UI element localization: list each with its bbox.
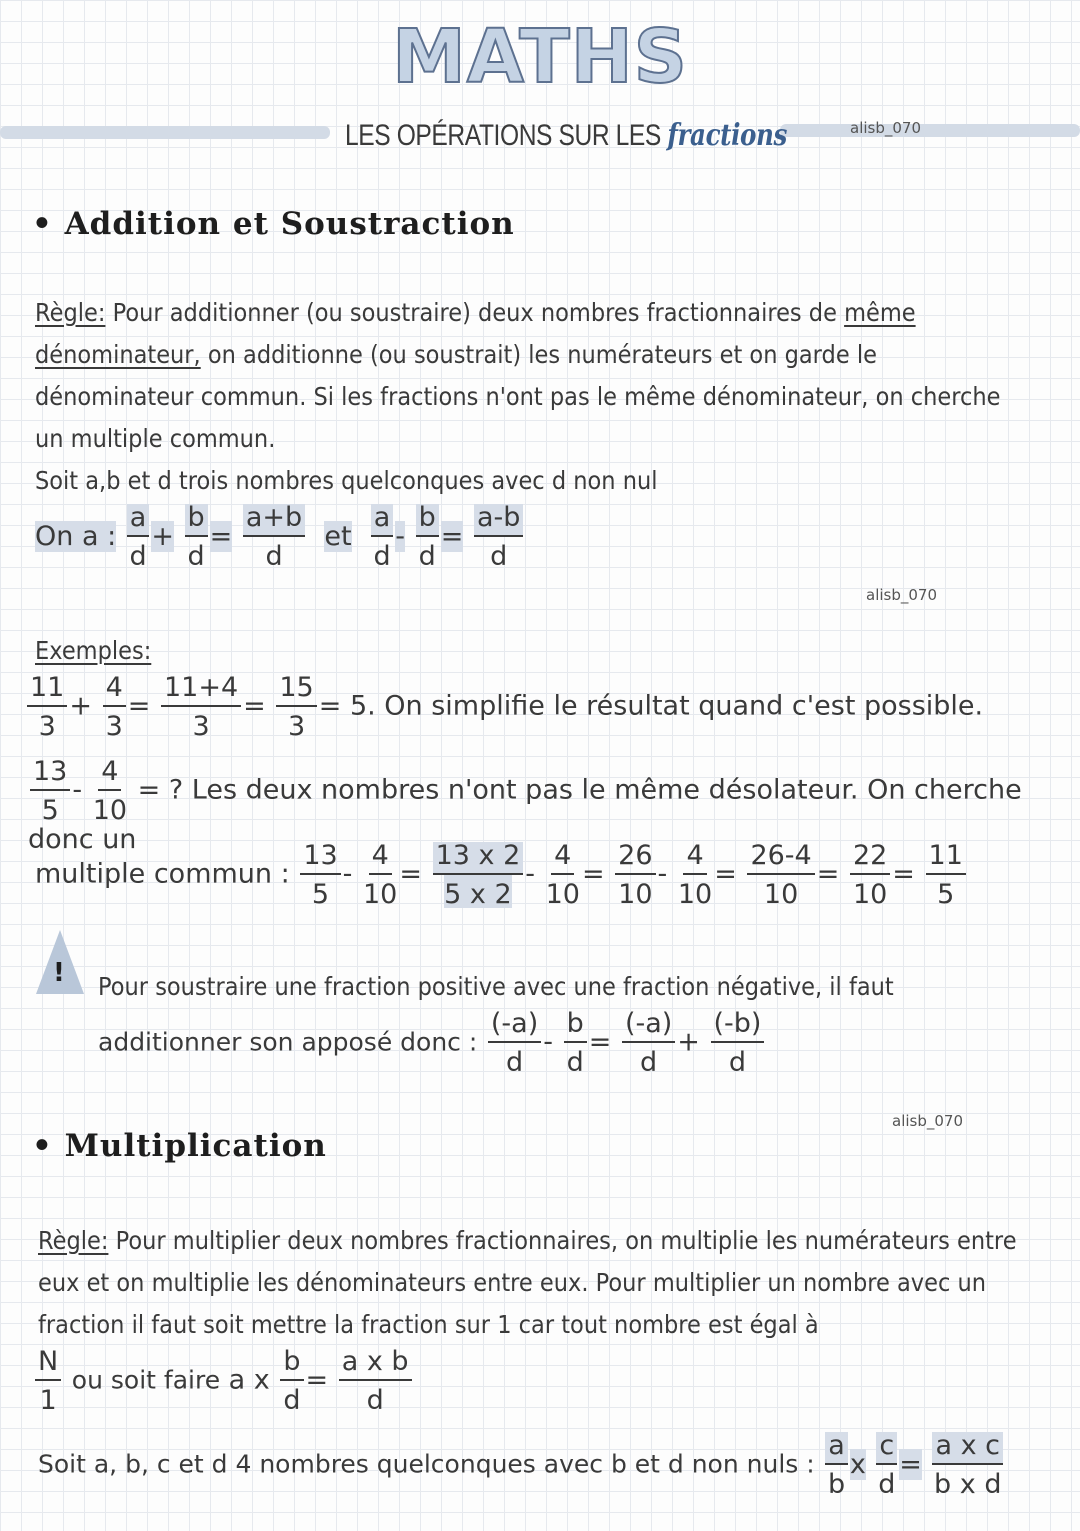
fraction: $\frac{4}{10}$: [363, 840, 398, 910]
fraction: $\frac{4}{3}$: [103, 674, 126, 740]
formula-label: On a :: [35, 520, 117, 552]
fraction: $\frac{13}{5}$: [300, 842, 340, 908]
example-2: $\frac{13}{5}$ - $\frac{4}{10}$ = ? Les deux nombres n'ont pas le même désolateur. On cherche donc un: [28, 756, 1022, 855]
fraction: $\frac{13}{5}$: [30, 758, 70, 824]
fraction: $\frac{(-b)}{d}$: [711, 1010, 765, 1076]
fraction: $\frac{a}{d}$: [127, 504, 150, 570]
fraction: $\frac{11}{3}$: [27, 674, 67, 740]
watermark: alisb_070: [866, 586, 937, 604]
formula-et: et: [324, 520, 352, 552]
fraction: $\frac{\text{a x c}}{\text{b x d}}$: [934, 1430, 1002, 1500]
multiplication-formula-2: Soit a, b, c et d 4 nombres quelconques avec b et d non nuls : $\frac{a}{b}$ x $\frac{c}{d}$ = $\frac{\text{a x c}}{\text{b x d}}$: [38, 1430, 1002, 1500]
rule-underline: même: [844, 298, 916, 327]
section-heading-multiplication: • Multiplication: [32, 1128, 327, 1164]
rule-label: Règle:: [38, 1226, 109, 1255]
multiplication-formula-1: $\frac{N}{1}$ ou soit faire a x $\frac{b}{d}$ = $\frac{\text{a x b}}{d}$: [33, 1348, 414, 1414]
rule-label: Règle:: [35, 298, 106, 327]
rule-underline: dénominateur,: [35, 340, 201, 369]
fraction: $\frac{a-b}{d}$: [474, 504, 523, 570]
addition-rule: [35, 292, 1007, 460]
fraction: $\frac{22}{10}$: [850, 842, 890, 908]
watermark: alisb_070: [850, 119, 921, 137]
example-1: $\frac{11}{3}$ + $\frac{4}{3}$ = $\frac{11+4}{3}$ = $\frac{15}{3}$ = 5. On simplifie le résultat quand c'est possible.: [25, 674, 983, 740]
fraction: $\frac{\text{a x b}}{d}$: [339, 1348, 412, 1414]
fraction: $\frac{b}{d}$: [564, 1010, 587, 1076]
fraction: $\frac{c}{d}$: [878, 1430, 896, 1500]
warning-exclamation: !: [53, 958, 65, 988]
warning-line-1: Pour soustraire une fraction positive avec une fraction négative, il faut: [98, 972, 894, 1001]
subtitle-script: fractions: [667, 118, 787, 153]
subtitle: [345, 118, 787, 153]
fraction: $\frac{4}{10}$: [545, 840, 580, 910]
fraction: $\frac{a}{b}$: [825, 1432, 848, 1498]
page-title: MATHS: [392, 14, 688, 100]
multiplication-soit: Soit a, b, c et d 4 nombres quelconques avec b et d non nuls :: [38, 1449, 815, 1479]
subtitle-text: LES OPÉRATIONS SUR LES: [345, 119, 661, 152]
fraction: $\frac{11+4}{3}$: [161, 674, 241, 740]
examples-label: Exemples:: [35, 636, 152, 665]
fraction: $\frac{26-4}{10}$: [747, 842, 814, 908]
rule-tail: ou soit faire: [71, 1365, 221, 1395]
multiplication-rule: [38, 1220, 1037, 1346]
header-bar-left: [0, 126, 330, 139]
header-bar-right: [780, 124, 1080, 137]
rule-text: on additionne (ou soustrait) les numérateurs et on garde le dénominateur commun. Si les fractions n'ont pas le même dénominateur, on cherche un multiple commun.: [35, 340, 1001, 453]
addition-formula: On a : $\frac{a}{d}$ + $\frac{b}{d}$ = $\frac{a+b}{d}$ et $\frac{a}{d}$ - $\frac{b}{d}$ = $\frac{a-b}{d}$: [35, 504, 525, 570]
fraction: $\frac{4}{10}$: [677, 840, 713, 910]
example-3: multiple commun : $\frac{13}{5}$ - $\frac{4}{10}$ = $\frac{13 x 2}{5 x 2}$ - $\frac{4}{10}$ = $\frac{26}{10}$ - $\frac{4}{10}$ = $\frac{26-4}{10}$ = $\frac{22}{10}$ = $\frac{11}{5}$: [35, 842, 968, 908]
fraction: $\frac{15}{3}$: [276, 674, 316, 740]
fraction: $\frac{b}{d}$: [280, 1348, 303, 1414]
fraction: $\frac{N}{1}$: [35, 1348, 61, 1414]
fraction: $\frac{(-a)}{d}$: [488, 1010, 541, 1076]
addition-soit: Soit a,b et d trois nombres quelconques avec d non nul: [35, 466, 658, 495]
fraction: $\frac{26}{10}$: [615, 842, 655, 908]
watermark: alisb_070: [892, 1112, 963, 1130]
rule-text: Pour multiplier deux nombres fractionnaires, on multiplie les numérateurs entre eux et on multiplie les dénominateurs entre eux. Pour multiplier un nombre avec un fraction il faut soit mettre la fraction sur 1 car tout nombre est égal à: [38, 1226, 1017, 1339]
section-heading-addition: • Addition et Soustraction: [32, 206, 515, 242]
fraction: $\frac{b}{d}$: [185, 504, 208, 570]
fraction: $\frac{13 x 2}{5 x 2}$: [433, 842, 524, 908]
rule-text: Pour additionner (ou soustraire) deux nombres fractionnaires de: [105, 298, 845, 327]
example-2-text: = ? Les deux nombres n'ont pas le même désolateur. On cherche donc un: [28, 774, 1022, 855]
example-3-label: multiple commun :: [35, 858, 290, 890]
fraction: $\frac{a+b}{d}$: [243, 504, 305, 570]
example-1-text: On simplifie le résultat quand c'est possible.: [384, 690, 984, 722]
fraction: $\frac{11}{5}$: [926, 842, 966, 908]
fraction: $\frac{4}{10}$: [92, 756, 128, 826]
fraction: $\frac{(-a)}{d}$: [622, 1010, 675, 1076]
warning-line-2-text: additionner son apposé donc :: [98, 1027, 478, 1057]
fraction: $\frac{a}{d}$: [371, 504, 394, 570]
warning-line-2: additionner son apposé donc : $\frac{(-a)}{d}$ - $\frac{b}{d}$ = $\frac{(-a)}{d}$ + $\frac{(-b)}{d}$: [98, 1010, 766, 1076]
fraction: $\frac{b}{d}$: [416, 504, 439, 570]
